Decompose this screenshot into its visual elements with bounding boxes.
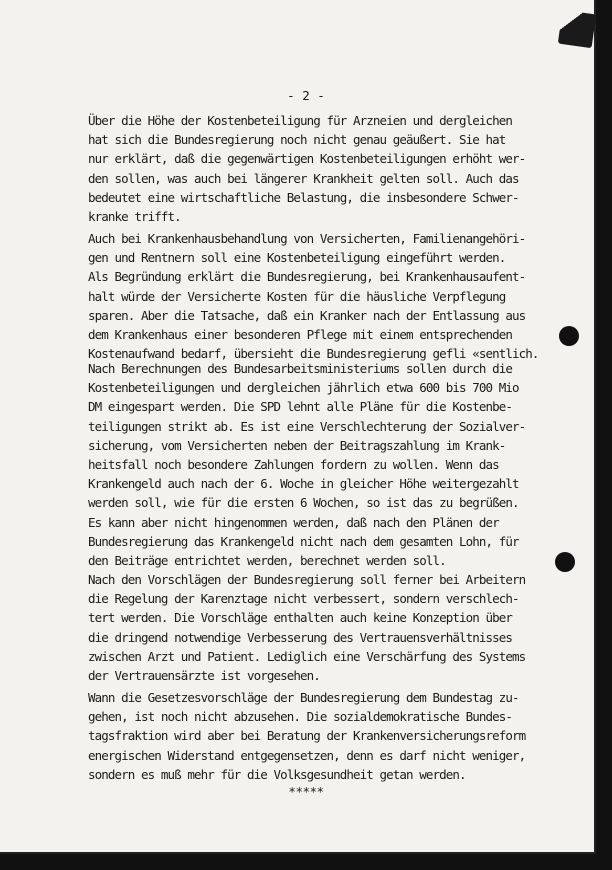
text-line: Es kann aber nicht hingenommen werden, daß nach den Plänen der [88, 514, 499, 530]
scan-corner-mark [558, 10, 596, 48]
text-line: bedeutet eine wirtschaftliche Belastung, die insbesondere Schwer- [88, 189, 519, 205]
page-number: - 2 - [287, 88, 325, 103]
text-line: Krankengeld auch nach der 6. Woche in gleicher Höhe weitergezahlt [88, 476, 519, 492]
punch-hole-icon [559, 326, 579, 346]
text-line: hat sich die Bundesregierung noch nicht genau geäußert. Sie hat [88, 132, 506, 148]
text-line: sparen. Aber die Tatsache, daß ein Kranker nach der Entlassung aus [88, 307, 526, 323]
text-line: der Vertrauensärzte ist vorgesehen. [88, 668, 320, 684]
text-line: tert werden. Die Vorschläge enthalten auch keine Konzeption über [88, 610, 513, 626]
text-line: kranke trifft. [88, 209, 181, 225]
text-line: Nach den Vorschlägen der Bundesregierung soll ferner bei Arbeitern [88, 572, 526, 587]
text-line: Kostenaufwand bedarf, übersieht die Bundesregierung gefli «sentlich. [88, 346, 539, 362]
punch-hole-icon [555, 552, 575, 572]
text-line: den Beiträge entrichtet werden, berechnet werden soll. [88, 553, 446, 569]
text-line: Bundesregierung das Krankengeld nicht nach dem gesamten Lohn, für [88, 533, 519, 549]
text-line: den sollen, was auch bei längerer Krankheit gelten soll. Auch das [88, 170, 519, 186]
text-line: Kostenbeteiligungen und dergleichen jährlich etwa 600 bis 700 Mio [88, 380, 519, 396]
paragraph-ministry-calculations [88, 359, 582, 570]
text-line: sondern es muß mehr für die Volksgesundheit getan werden. [88, 766, 466, 782]
text-line: nur erklärt, daß die gegenwärtigen Kostenbeteiligungen erhöht wer- [88, 151, 526, 167]
text-line: teiligungen strikt ab. Es ist eine Verschlechterung der Sozialver- [88, 418, 526, 434]
text-line: Über die Höhe der Kostenbeteiligung für Arzneien und dergleichen [88, 113, 513, 128]
paragraph-hospital-treatment [88, 229, 582, 363]
text-line: Nach Berechnungen des Bundesarbeitsministeriums sollen durch die [88, 361, 513, 376]
text-line: gehen, ist noch nicht abzusehen. Die sozialdemokratische Bundes- [88, 709, 513, 725]
text-line: die dringend notwendige Verbesserung des Vertrauensverhältnisses [88, 629, 513, 645]
paragraph-bundestag-outlook [88, 688, 582, 784]
text-line: heitsfall noch besondere Zahlungen fordern zu wollen. Wenn das [88, 457, 499, 473]
text-line: die Regelung der Karenztage nicht verbessert, sondern verschlech- [88, 591, 519, 607]
text-line: werden soll, wie für die ersten 6 Wochen, so ist das zu begrüßen. [88, 495, 519, 511]
text-line: dem Krankenhaus einer besonderen Pflege mit einem entsprechenden [88, 327, 513, 343]
text-line: Auch bei Krankenhausbehandlung von Versicherten, Familienangehöri- [88, 231, 526, 246]
text-line: Als Begründung erklärt die Bundesregierung, bei Krankenhausaufent- [88, 269, 526, 285]
paragraph-cost-sharing-medicines [88, 111, 582, 226]
text-line: gen und Rentnern soll eine Kostenbeteiligung eingeführt werden. [88, 250, 506, 266]
paragraph-waiting-days [88, 570, 582, 685]
end-mark: ***** [288, 784, 324, 799]
text-line: DM eingespart werden. Die SPD lehnt alle Pläne für die Kostenbe- [88, 399, 513, 415]
text-line: energischen Widerstand entgegensetzen, denn es darf nicht weniger, [88, 747, 526, 763]
text-line: Wann die Gesetzesvorschläge der Bundesregierung dem Bundestag zu- [88, 690, 519, 705]
text-line: tagsfraktion wird aber bei Beratung der Krankenversicherungsreform [88, 728, 526, 744]
text-line: halt würde der Versicherte Kosten für die häusliche Verpflegung [88, 288, 506, 304]
text-line: zwischen Arzt und Patient. Lediglich eine Verschärfung des Systems [88, 648, 526, 664]
text-line: sicherung, vom Versicherten neben der Beitragszahlung im Krank- [88, 437, 506, 453]
